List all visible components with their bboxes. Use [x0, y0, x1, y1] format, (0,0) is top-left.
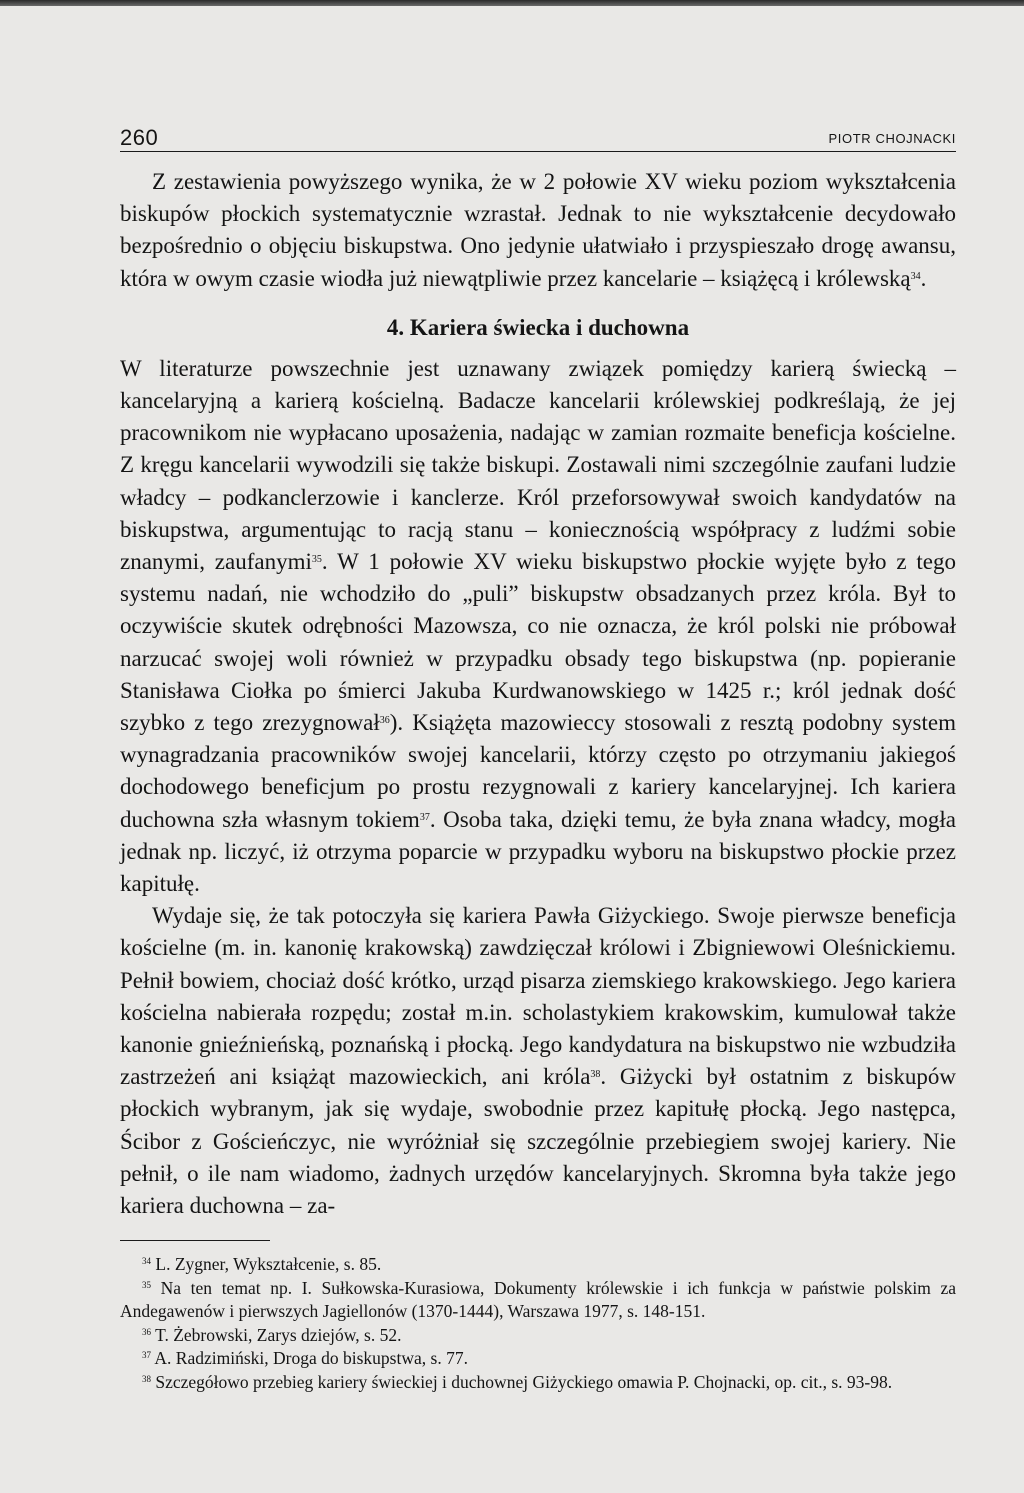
paragraph-2: W literaturze powszechnie jest uznawany związek pomiędzy karierą świecką – kancelaryjną a karierą kościelną. Badacze kancelarii królewskiej podkreślają, że jej pracownikom nie wypłacano uposażenia, nadając w zamian rozmaite beneficja kościelne. Z kręgu kancelarii wywodzili się także biskupi. Zostawali nimi szczególnie zaufani ludzie władcy – podkanclerzowie i kanclerze. Król przeforsowywał swoich kandydatów na biskupstwa, argumentując to racją stanu – koniecznością współpracy z ludźmi sobie znanymi, zaufanymi$^{35}$. W 1 połowie XV wieku biskupstwo płockie wyjęte było z tego systemu nadań, nie wchodziło do „puli” biskupstw obsadzanych przez króla. Był to oczywiście skutek odrębności Mazowsza, co nie oznacza, że król polski nie próbował narzucać swojej woli również w przypadku obsady tego biskupstwa (np. popieranie Stanisława Ciołka po śmierci Jakuba Kurdwanowskiego w 1425 r.; król jednak dość szybko z tego zrezygnował$^{36}$). Książęta mazowieccy stosowali z resztą podobny system wynagradzania pracowników swojej kancelarii, którzy często po otrzymaniu jakiegoś dochodowego beneficjum po prostu rezygnowali z kariery kancelaryjnej. Ich kariera duchowna szła własnym tokiem$^{37}$. Osoba taka, dzięki temu, że była znana władcy, mogła jednak np. liczyć, iż otrzyma poparcie w przypadku wyboru na biskupstwo płockie przez kapitułę.	[120, 355, 957, 897]
footnote-ref-36: 36	[379, 715, 390, 727]
footnote-34: $^{34}$ L. Zygner, Wykształcenie, s. 85.	[142, 1254, 382, 1275]
footnote-35: $^{35}$ Na ten temat np. I. Sułkowska-Kurasiowa, Dokumenty królewskie i ich funkcja w państwie polskim za Andegawenów i pierwszych Jagiellonów (1370-1444), Warszawa 1977, s. 148-151.	[120, 1277, 956, 1322]
running-head-author: PIOTR CHOJNACKI	[828, 131, 956, 146]
scan-top-edge	[0, 0, 1024, 6]
footnote-ref-38: 38	[590, 1069, 601, 1081]
footnote-36: $^{36}$ T. Żebrowski, Zarys dziejów, s. 52.	[142, 1324, 402, 1345]
running-head	[120, 125, 956, 152]
section-title: 4. Kariera świecka i duchowna	[386, 314, 690, 340]
footnotes	[120, 1240, 956, 1394]
paragraph-1: Z zestawienia powyższego wynika, że w 2 połowie XV wieku poziom wykształcenia biskupów płockich systematycznie wzrastał. Jednak to nie wykształcenie decydowało bezpośrednio o objęciu biskupstwa. Ono jedynie ułatwiało i przyspieszało drogę awansu, która w owym czasie wiodła już niewątpliwie przez kancelarie – książęcą i królewską$^{34}$.	[120, 169, 956, 291]
document-page	[120, 125, 956, 1394]
body-text	[120, 166, 956, 1222]
footnote-ref-35: 35	[311, 554, 322, 566]
footnote-divider	[120, 1240, 270, 1241]
footnote-37: $^{37}$ A. Radzimiński, Droga do biskupstwa, s. 77.	[142, 1348, 468, 1369]
footnote-ref-34: 34	[910, 270, 921, 282]
page-number: 260	[120, 125, 159, 150]
paragraph-3: Wydaje się, że tak potoczyła się kariera Pawła Giżyckiego. Swoje pierwsze beneficja kościelne (m. in. kanonię krakowską) zawdzięczał królowi i Zbigniewowi Oleśnickiemu. Pełnił bowiem, chociaż dość krótko, urząd pisarza ziemskiego krakowskiego. Jego kariera kościelna nabierała rozpędu; został m.in. scholastykiem krakowskim, kumulował także kanonie gnieźnieńską, poznańską i płocką. Jego kandydatura na biskupstwo nie wzbudziła zastrzeżeń ani książąt mazowieckich, ani króla$^{38}$. Giżycki był ostatnim z biskupów płockich wybranym, jak się wydaje, swobodnie przez kapitułę płocką. Jego następca, Ścibor z Gościeńczyc, nie wyróżniał się szczególnie przebiegiem swojej kariery. Nie pełnił, o ile nam wiadomo, żadnych urzędów kancelaryjnych. Skromna była także jego kariera duchowna – za-	[120, 903, 956, 1219]
footnote-38: $^{38}$ Szczegółowo przebieg kariery świeckiej i duchownej Giżyckiego omawia P. Chojnacki, op. cit., s. 93-98.	[142, 1371, 893, 1392]
footnote-ref-37: 37	[419, 811, 430, 823]
